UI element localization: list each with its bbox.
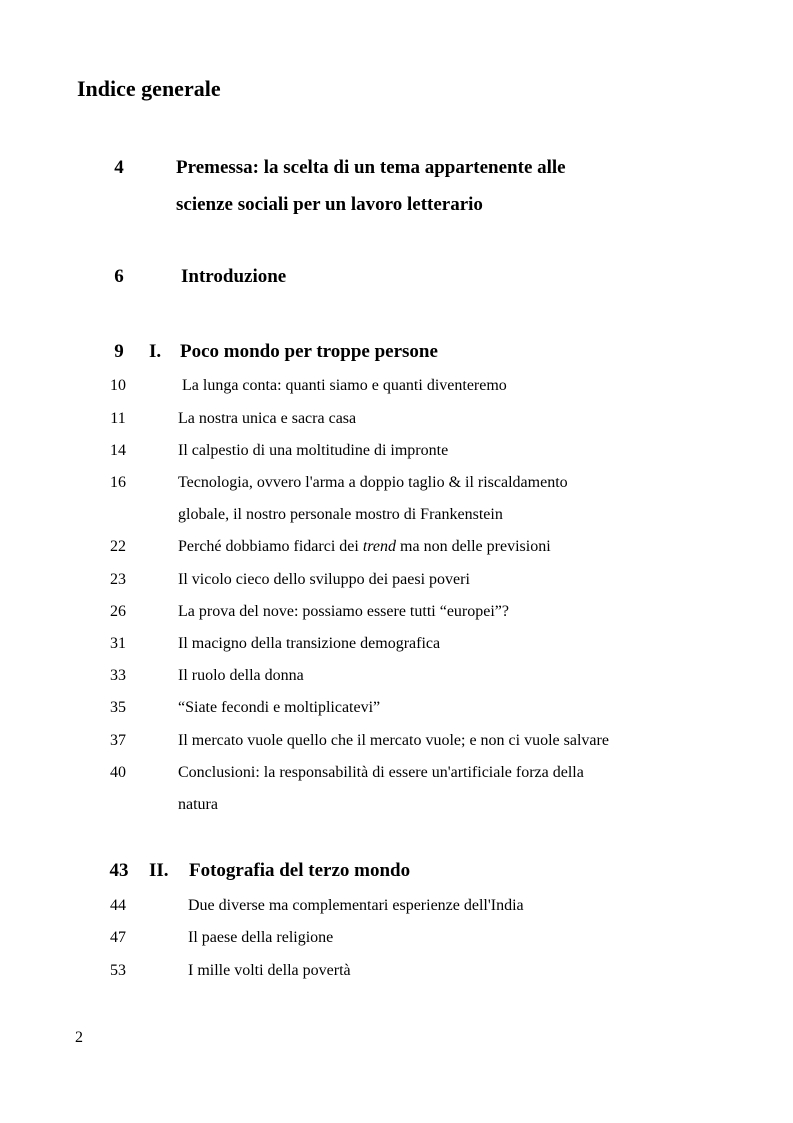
toc-page-number: 10	[110, 377, 126, 394]
toc-page-number: 26	[110, 603, 126, 620]
toc-entry-premessa[interactable]	[0, 157, 793, 187]
toc-entry-label: “Siate fecondi e moltiplicatevi”	[178, 699, 381, 716]
toc-entry[interactable]	[0, 442, 793, 472]
toc-entry[interactable]	[0, 732, 793, 762]
toc-page-number: 11	[110, 410, 126, 427]
toc-entry[interactable]	[0, 603, 793, 633]
toc-page-number: 16	[110, 474, 126, 491]
toc-entry[interactable]	[0, 410, 793, 440]
toc-chapter-2[interactable]	[0, 860, 793, 890]
toc-entry-label: Introduzione	[181, 266, 287, 287]
toc-entry[interactable]	[0, 571, 793, 601]
toc-entry-label: Il vicolo cieco dello sviluppo dei paesi poveri	[178, 571, 470, 588]
chapter-roman-numeral: II.	[149, 860, 169, 881]
toc-entry[interactable]	[0, 474, 793, 504]
toc-page-number: 31	[110, 635, 126, 652]
toc-entry-label: Premessa: la scelta di un tema appartenente alle	[176, 157, 566, 178]
toc-entry-label: Il paese della religione	[188, 929, 334, 946]
chapter-roman-numeral: I.	[149, 341, 162, 362]
toc-page-number: 22	[110, 538, 126, 555]
toc-page-number: 43	[109, 860, 129, 881]
toc-entry-label: La lunga conta: quanti siamo e quanti diventeremo	[182, 377, 507, 394]
toc-entry-premessa-continued[interactable]	[0, 194, 793, 224]
toc-entry-label: Il ruolo della donna	[178, 667, 304, 684]
toc-entry-continued[interactable]	[0, 796, 793, 826]
toc-entry-label	[178, 538, 551, 556]
toc-entry[interactable]	[0, 929, 793, 959]
toc-entry[interactable]	[0, 635, 793, 665]
footer-page-number: 2	[75, 1029, 83, 1046]
toc-entry[interactable]	[0, 377, 793, 407]
toc-entry[interactable]	[0, 699, 793, 729]
toc-entry[interactable]	[0, 897, 793, 927]
toc-entry[interactable]	[0, 667, 793, 697]
toc-page-number: 47	[110, 929, 126, 946]
toc-entry-label: Il mercato vuole quello che il mercato vuole; e non ci vuole salvare	[178, 732, 609, 749]
toc-page-number: 14	[110, 442, 126, 459]
toc-page-number: 53	[110, 962, 126, 979]
toc-page-number: 6	[114, 266, 124, 287]
toc-page-number: 9	[114, 341, 124, 362]
toc-chapter-label: Poco mondo per troppe persone	[180, 341, 438, 362]
toc-entry-label-italic: trend	[362, 538, 397, 555]
toc-entry-label-after: ma non delle previsioni	[396, 538, 551, 555]
toc-entry[interactable]	[0, 538, 793, 568]
toc-entry-label: I mille volti della povertà	[188, 962, 351, 979]
toc-entry[interactable]	[0, 962, 793, 992]
toc-page-number: 37	[110, 732, 126, 749]
toc-entry-continued[interactable]	[0, 506, 793, 536]
toc-entry-label: Il calpestio di una moltitudine di impronte	[178, 442, 449, 459]
toc-entry-label: Il macigno della transizione demografica	[178, 635, 441, 652]
toc-entry-label-before: Perché dobbiamo fidarci dei	[178, 538, 363, 555]
toc-page-number: 40	[110, 764, 126, 781]
toc-entry-label: scienze sociali per un lavoro letterario	[176, 194, 483, 215]
toc-page-number: 35	[110, 699, 126, 716]
toc-entry-label: Due diverse ma complementari esperienze dell'India	[188, 897, 524, 914]
toc-page-number: 33	[110, 667, 126, 684]
page-title: Indice generale	[77, 76, 221, 101]
toc-page-number: 4	[114, 157, 124, 178]
toc-entry-introduzione[interactable]	[0, 266, 793, 296]
toc-page-number: 23	[110, 571, 126, 588]
toc-entry-label: natura	[178, 796, 218, 813]
toc-entry-label: Conclusioni: la responsabilità di essere un'artificiale forza della	[178, 764, 584, 781]
toc-chapter-1[interactable]	[0, 341, 793, 371]
toc-entry-label: Tecnologia, ovvero l'arma a doppio taglio & il riscaldamento	[178, 474, 568, 491]
toc-entry[interactable]	[0, 764, 793, 794]
toc-entry-label: La prova del nove: possiamo essere tutti “europei”?	[178, 603, 509, 620]
toc-chapter-label: Fotografia del terzo mondo	[189, 860, 411, 881]
toc-page-number: 44	[110, 897, 126, 914]
toc-entry-label: globale, il nostro personale mostro di Frankenstein	[178, 506, 503, 523]
toc-entry-label: La nostra unica e sacra casa	[178, 410, 357, 427]
